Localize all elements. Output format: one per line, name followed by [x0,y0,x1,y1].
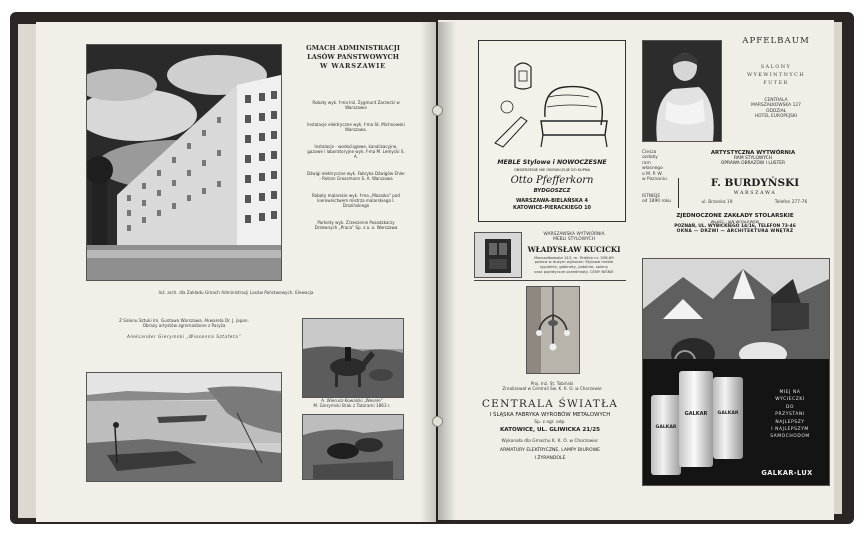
zjednoczone-line-3: POZNAŃ, UL. WYBICKIEGO 14/16, TELEFON 73-46 [674,224,796,229]
zjednoczone-ad [642,213,828,234]
apfelbaum-name: APFELBAUM [742,36,810,46]
gmach-header-line-3: W WARSZAWIE [320,62,386,70]
zjednoczone-line-2: WŁAŚC.: JAN WITALEWSKI [710,219,760,224]
binding-ring-top [432,105,443,116]
burdynski-left-2: ram własnego [642,160,663,172]
burdynski-address: ul. Brzeska 19 [701,200,733,205]
burdynski-left-4: w Poznaniu [642,177,667,183]
galkar-brand: GALKAR-LUX [761,469,813,477]
centrala-line-3: I ŻYRANDOLE [534,455,566,461]
centrala-address: KATOWICE, UL. GLIWICKA 21/25 [499,427,601,434]
horse-painting-top [302,318,404,398]
kucicki-cabinet-photo [474,232,522,278]
centrala-line-2: ARMATURY ELEKTRYCZNE, LAMPY BIUROWE [499,447,601,453]
galkar-side-3: DO [785,404,795,410]
furniture-ad-line-4: KATOWICE-PIERACKIEGO 10 [512,205,592,211]
lamp-photo [526,286,580,374]
burdynski-left-bottom [642,194,676,205]
burdynski-name: F. BURDYŃSKI [710,177,800,189]
centrala-title: CENTRALA ŚWIATŁA [481,398,619,410]
gutter-shadow [420,22,456,522]
gmach-header [298,44,408,71]
burdynski-left-3: o M. P. W. [642,171,663,177]
contractor-2: Instalacje elektryczne wyk. f-ma St. Michnowski Warszawa. [307,122,405,132]
kucicki-line-4: oraz pojedyncze przedmioty. CENY NISKIE [534,268,614,274]
kucicki-top-1: WARSZAWSKA WYTWÓRNIA [543,232,605,237]
galkar-ad [642,258,830,486]
galkar-can-3-label: GALKAR [717,411,739,416]
painting-caption-line-2: Obrazy artystów zgromadzone z Paryża [142,323,226,329]
galkar-can-2 [679,371,713,467]
painting-caption-line-1: Z Salonu Sztuki Im. Gustawa Warszawa. Akwarela Dr. J. japon. [119,318,249,323]
burdynski-left-1: Ciesza ozdoby [642,150,658,161]
building-caption: Inż. arch. dla Zakładu Gmach Administracji Lasów Państwowych. Elewacja [158,290,314,295]
burdynski-divider [678,178,679,208]
burdynski-top-2: RAM STYLOWYCH [733,156,773,161]
burdynski-left-bottom-2: od 1890 roku [642,199,672,205]
horse-painting-bottom [302,414,404,480]
building-photo [86,44,282,281]
galkar-side-4: PRZYSTANI [775,412,805,418]
kucicki-line-3: sypialnie, gabinety, jadalnie, salony [539,264,609,269]
kucicki-top-2: MEBLI STYLOWYCH [553,237,595,243]
furniture-ad [478,40,626,222]
sofa-drawing [485,47,619,159]
centrala-subtitle: I ŚLĄSKA FABRYKA WYROBÓW METALOWYCH [489,412,611,418]
binding-ring-bottom [432,416,443,427]
apfelbaum-small-4: HOTEL EUROPEJSKI [754,114,798,120]
contractor-4: Dźwigi elektryczne wyk. Fabryka Dźwigów Ehler - Rotron Grossmann S. A. Warszawa [307,171,405,181]
apfelbaum-small-1: CENTRALA [764,98,788,103]
apfelbaum-line-3: FUTER [763,80,789,86]
centrala-ad [462,398,638,461]
burdynski-city: WARSZAWA [733,191,777,196]
furniture-ad-line-3: WARSZAWA-BIELAŃSKA 4 [515,198,588,204]
centrala-line-1: Wykonała dla Gmachu K. K. O. w Chorzowie: [501,439,599,445]
galkar-side-text [755,389,825,441]
contractor-1: Roboty wyk. f-ma Inż. Zygmunt Zarzecki w Warszawie [312,100,400,110]
kucicki-name: WŁADYSŁAW KUCICKI [527,244,621,254]
apfelbaum-small-2: MARSZAŁKOWSKA 127 [751,103,801,109]
horses-caption [302,398,402,408]
gmach-header-line-1: GMACH ADMINISTRACJI [306,44,400,52]
horses-caption-line-2: M. Gierymski Brak z Tatarami 1863 r. [313,403,391,409]
burdynski-top-3: OPRAWA OBRAZÓW I LUSTER [720,161,786,166]
galkar-can-1-label: GALKAR [655,425,677,430]
galkar-can-2-label: GALKAR [684,411,708,417]
galkar-side-1: MIEJ NA [779,390,801,395]
apfelbaum-line-1: SALONY [760,64,792,70]
furniture-ad-line-1: MEBLE Stylowe i NOWOCZESNE [497,159,607,166]
painting-subcaption: Aleksander Gierymski „Wiosenna Sztafeta” [126,334,242,339]
apfelbaum-line-2: WYKWINTNYCH [747,72,805,78]
zjednoczone-line-1: ZJEDNOCZONE ZAKŁADY STOLARSKIE [676,213,794,219]
burdynski-left-bottom-1: ISTNIEJE [642,194,661,199]
furniture-ad-name: Otto Pfefferkorn [510,175,594,186]
contractors-list [306,100,406,230]
lamp-caption [472,381,632,391]
apfelbaum-small-3: ODDZIAŁ [766,108,786,114]
galkar-side-5: NAJLEPSZY [775,419,805,425]
contractor-3: Instalacje - wodociągowe, kanalizacyjne, gazowe i laboratoryjne wyk. f-ma M. Lemycki S. A. [307,144,405,159]
furniture-ad-line-2: OBSIERZENIE NIE OBOWIĄZUJE DO KUPNA [513,168,591,172]
lamp-caption-line-1: Proj. Inż. St. Tobiński [530,381,574,386]
gmach-header-line-2: LASÓW PAŃSTWOWYCH [307,53,399,61]
burdynski-top-1: ARTYSTYCZNA WYTWÓRNIA [710,150,796,156]
burdynski-phone: Telefon 277-76 [774,200,808,205]
galkar-side-2: WYCIECZKI [775,397,805,403]
galkar-side-6: I NAJLEPSZYM [771,427,809,433]
zjednoczone-line-4: OKNA — DRZWI — ARCHITEKTURA WNĘTRZ [676,229,794,234]
galkar-can-1 [651,395,681,475]
kucicki-divider [474,280,626,281]
galkar-can-3 [713,377,743,459]
kucicki-line-1: Marszałkowska 143, m. Telefon nr. 528-69 [534,254,614,260]
furniture-ad-city: BYDGOSZCZ [533,188,571,194]
kucicki-ad [522,232,626,274]
burdynski-top [678,150,828,166]
apfelbaum-photo [642,40,722,142]
contractor-6: Parkiety wyk. Zrzeszenie Posadzkarzy Drzewnych „Praca” Sp. z o. o. Warszawa [314,220,398,230]
kucicki-line-2: poleca w dużym wyborze: Stylowe meble [534,259,614,265]
burdynski-ad [642,150,828,210]
painting-caption [86,318,282,328]
lamp-caption-line-2: Zrealizował w Centrali Św. K. K. O. w Chorzowie [502,386,602,392]
centrala-company: Sp. z ogr. odp. [534,420,566,425]
galkar-side-7: SAMOCHODOM [770,434,810,440]
burdynski-left-small [642,150,672,182]
apfelbaum-block [724,36,828,120]
horses-caption-line-1: A. Wierusz-Kowalski „Wesele” [321,398,383,403]
river-painting [86,372,282,482]
contractor-5: Roboty malarskie wyk. f-ma „Mozaika” pod kierownictwem mistrza malarskiego I. Drozińskiego [311,193,400,208]
